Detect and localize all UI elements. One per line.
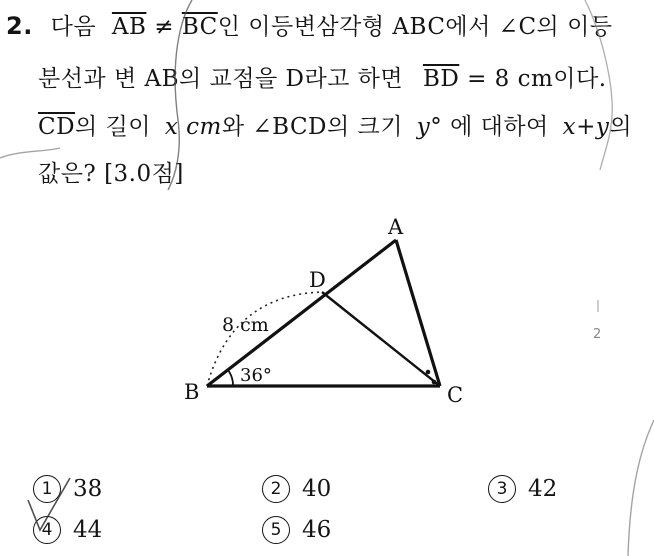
text-segment: = 8 cm이다. bbox=[467, 66, 607, 92]
choice-5-marker: 5 bbox=[262, 516, 290, 544]
pen-stroke bbox=[168, 0, 192, 190]
text-segment: 분선과 변 AB의 교점을 D라고 하면 bbox=[38, 66, 404, 92]
text-segment: 와 ∠BCD의 크기 bbox=[221, 114, 403, 140]
edge-stroke bbox=[628, 420, 654, 556]
text-segment: 다음 bbox=[50, 14, 97, 40]
choice-4-marker: 4 bbox=[33, 516, 61, 544]
segment-bd: $\overline{BD}$ bbox=[422, 66, 460, 92]
margin-note: 2 bbox=[593, 327, 602, 342]
segment-cd: $\overline{CD}$ bbox=[38, 114, 76, 140]
text-segment: 에 대하여 bbox=[450, 114, 549, 140]
variable-x: x bbox=[164, 114, 179, 140]
choice-5-value: 46 bbox=[302, 517, 332, 543]
choice-4-value: 44 bbox=[73, 517, 103, 543]
expression-x-plus-y: x+y bbox=[562, 114, 610, 140]
choice-2-marker: 2 bbox=[262, 475, 290, 503]
problem-number: 2. bbox=[6, 12, 33, 40]
choice-3-marker: 3 bbox=[488, 475, 516, 503]
variable-y: y bbox=[416, 114, 431, 140]
choice-1-marker: 1 bbox=[33, 475, 61, 503]
vertex-label-a: A bbox=[388, 215, 404, 239]
text-segment: 값은? [3.0점] bbox=[38, 161, 184, 187]
segment-ab: $\overline{AB}$ bbox=[111, 14, 147, 40]
segment-bc: $\overline{BC}$ bbox=[181, 14, 218, 40]
choice-1-value: 38 bbox=[73, 476, 103, 502]
pencil-stroke bbox=[585, 0, 612, 170]
text-segment: 인 이등변삼각형 ABC에서 ∠C의 이등 bbox=[217, 14, 613, 40]
check-mark bbox=[28, 478, 70, 530]
text-segment: 의 길이 bbox=[75, 114, 152, 140]
vertex-label-c: C bbox=[447, 383, 464, 407]
vertex-label-d: D bbox=[309, 268, 326, 292]
vertex-label-b: B bbox=[184, 380, 200, 404]
text-segment: 의 bbox=[609, 114, 633, 140]
degree-sign: ° bbox=[430, 114, 443, 140]
choice-3-value: 42 bbox=[528, 476, 558, 502]
angle-label: 36° bbox=[240, 365, 272, 386]
length-label: 8 cm bbox=[222, 314, 269, 336]
not-equal-sign: ≠ bbox=[154, 14, 174, 40]
margin-stroke bbox=[0, 148, 60, 158]
unit-cm: cm bbox=[186, 114, 222, 140]
choice-2-value: 40 bbox=[302, 476, 332, 502]
